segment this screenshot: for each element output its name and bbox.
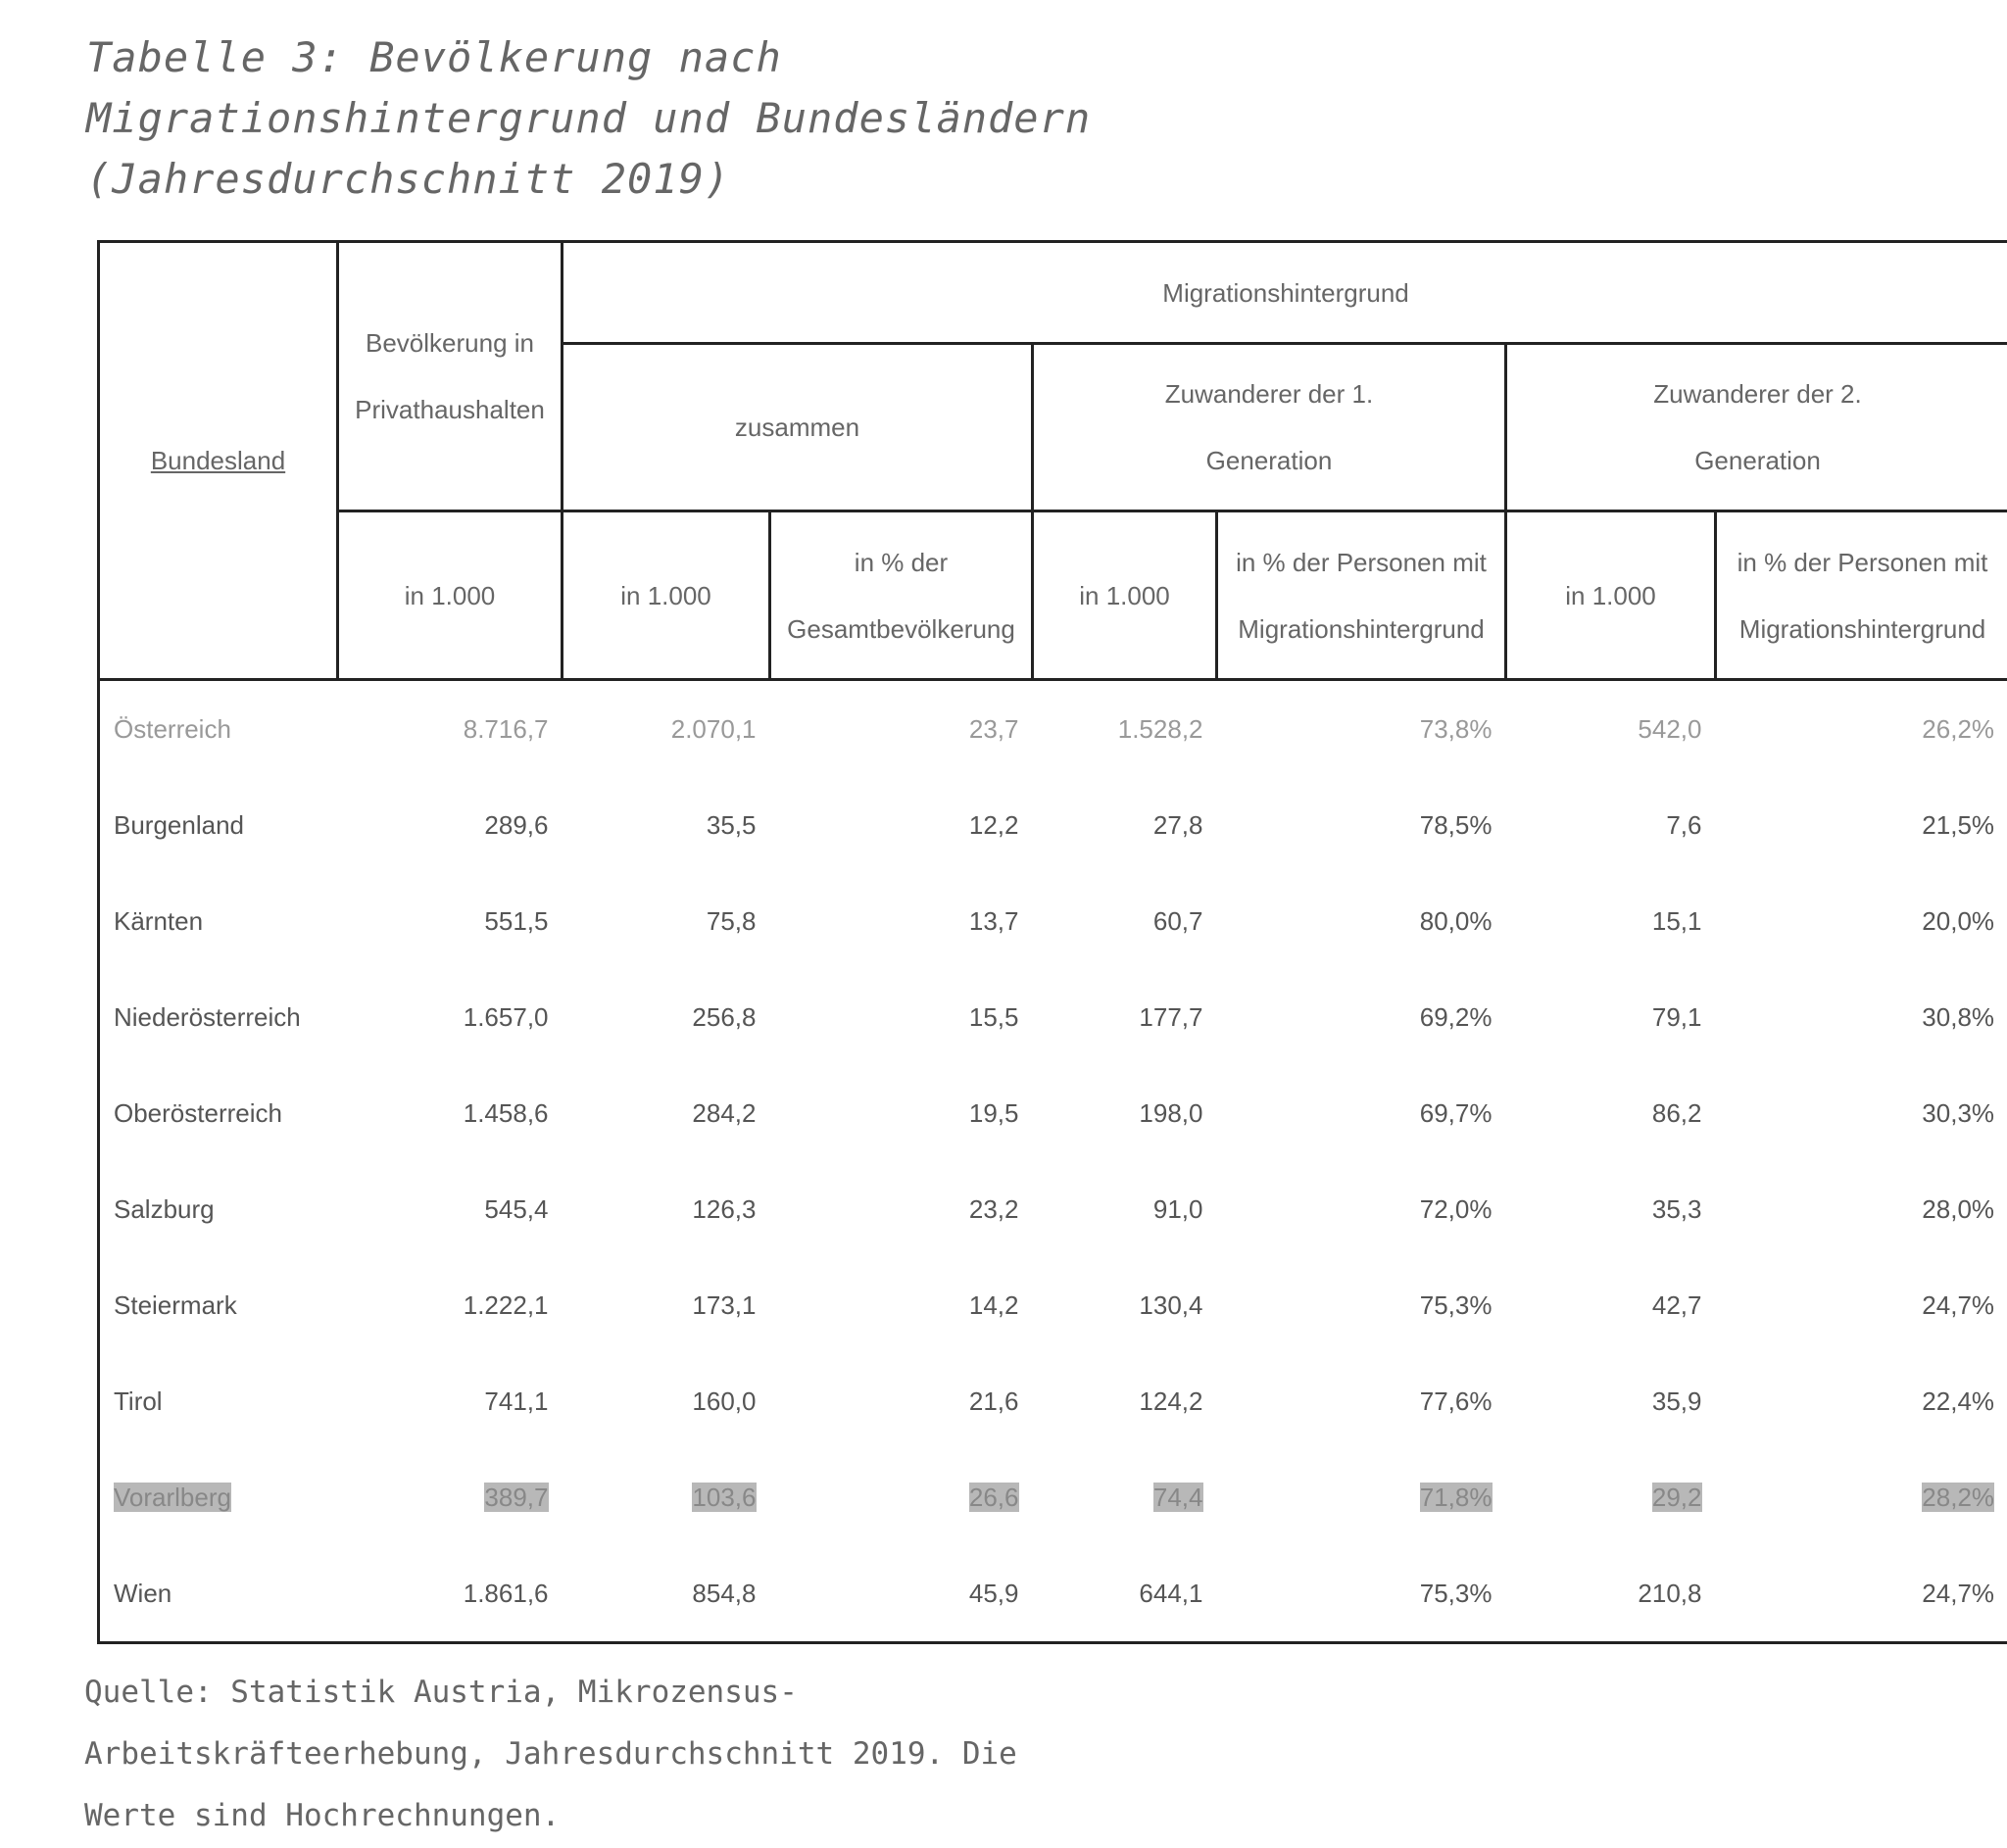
cell-value: 173,1 (692, 1289, 757, 1320)
cell-gen1-pct (1217, 777, 1506, 873)
header-zusammen-pct (770, 511, 1033, 680)
cell-value: Salzburg (114, 1193, 215, 1224)
cell-gen2-in-1000 (1506, 1257, 1716, 1353)
cell-bevoelkerung-in-1000 (338, 1161, 563, 1257)
cell-bevoelkerung-in-1000 (338, 777, 563, 873)
cell-value: 21,6 (968, 1386, 1019, 1416)
cell-value: 29,2 (1651, 1482, 1702, 1512)
cell-value: Wien (114, 1578, 172, 1608)
cell-bundesland (99, 969, 338, 1065)
cell-bundesland (99, 1449, 338, 1545)
cell-value: Kärnten (114, 905, 204, 936)
cell-gen2-in-1000 (1506, 777, 1716, 873)
cell-bundesland (99, 777, 338, 873)
cell-value: Vorarlberg (114, 1482, 231, 1512)
cell-value: 198,0 (1139, 1097, 1203, 1128)
cell-value: 256,8 (692, 1001, 757, 1032)
cell-value: 542,0 (1638, 713, 1702, 744)
cell-zusammen-pct (770, 873, 1033, 969)
cell-gen2-in-1000 (1506, 1161, 1716, 1257)
cell-value: 79,1 (1651, 1001, 1702, 1032)
cell-value: 60,7 (1152, 905, 1203, 936)
cell-gen1-in-1000 (1033, 777, 1217, 873)
cell-gen2-pct (1716, 680, 2007, 778)
cell-gen1-pct (1217, 969, 1506, 1065)
cell-value: 12,2 (968, 809, 1019, 840)
cell-value: 69,7% (1419, 1097, 1493, 1128)
cell-value: 1.657,0 (463, 1001, 549, 1032)
cell-gen2-pct (1716, 1449, 2007, 1545)
cell-value: 21,5% (1922, 809, 1995, 840)
table-row[interactable] (99, 1257, 2007, 1353)
header-generation-2-line-2: Generation (1694, 446, 1821, 475)
cell-bundesland (99, 1161, 338, 1257)
header-bundesland[interactable] (99, 242, 338, 680)
cell-value: 26,6 (968, 1482, 1019, 1512)
cell-zusammen-in-1000 (563, 1257, 770, 1353)
cell-bundesland (99, 1545, 338, 1643)
cell-value: 160,0 (692, 1386, 757, 1416)
cell-value: 644,1 (1139, 1578, 1203, 1608)
header-migrationshintergrund-label: Migrationshintergrund (1162, 277, 1409, 308)
cell-value: Österreich (114, 713, 231, 744)
cell-zusammen-in-1000 (563, 1065, 770, 1161)
cell-value: Tirol (114, 1386, 163, 1416)
cell-value: 130,4 (1139, 1289, 1203, 1320)
cell-gen2-pct (1716, 969, 2007, 1065)
header-bevoelkerung-line-1: Bevölkerung in (366, 328, 534, 358)
header-pct-mig-line-1: in % der Personen mit (1737, 547, 1988, 577)
header-zusammen-label: zusammen (734, 413, 860, 442)
table-row[interactable] (99, 1545, 2007, 1643)
cell-gen2-in-1000 (1506, 1545, 1716, 1643)
cell-bevoelkerung-in-1000 (338, 1449, 563, 1545)
cell-value: 23,7 (968, 713, 1019, 744)
header-unit-label: in 1.000 (1565, 580, 1656, 610)
cell-bevoelkerung-in-1000 (338, 680, 563, 778)
cell-value: 741,1 (484, 1386, 549, 1416)
cell-value: 24,7% (1922, 1289, 1995, 1320)
table-body (99, 680, 2007, 1643)
cell-bundesland (99, 1065, 338, 1161)
cell-value: 75,8 (706, 905, 757, 936)
cell-value: 19,5 (968, 1097, 1019, 1128)
header-pct-mig-line-2: Migrationshintergrund (1738, 613, 1986, 644)
cell-bevoelkerung-in-1000 (338, 1065, 563, 1161)
cell-value: 45,9 (968, 1578, 1019, 1608)
cell-gen1-pct (1217, 1257, 1506, 1353)
cell-value: 1.458,6 (463, 1097, 549, 1128)
source-note (84, 1662, 1260, 1847)
cell-gen2-in-1000 (1506, 873, 1716, 969)
cell-zusammen-pct (770, 1257, 1033, 1353)
cell-gen2-pct (1716, 1257, 2007, 1353)
cell-zusammen-pct (770, 1065, 1033, 1161)
cell-bundesland (99, 1257, 338, 1353)
cell-value: 551,5 (484, 905, 549, 936)
cell-value: 1.861,6 (463, 1578, 549, 1608)
cell-value: 71,8% (1419, 1482, 1493, 1512)
header-zusammen (563, 344, 1033, 511)
header-generation-1-line-1: Zuwanderer der 1. (1164, 379, 1374, 409)
population-table (97, 240, 2007, 1644)
table-title-line-3: (Jahresdurchschnitt 2019) (86, 155, 731, 203)
cell-gen1-pct (1217, 680, 1506, 778)
cell-zusammen-pct (770, 777, 1033, 873)
cell-zusammen-in-1000 (563, 1545, 770, 1643)
cell-value: 7,6 (1666, 809, 1702, 840)
cell-gen1-in-1000 (1033, 1353, 1217, 1449)
cell-value: 545,4 (484, 1193, 549, 1224)
cell-zusammen-in-1000 (563, 680, 770, 778)
cell-bundesland (99, 680, 338, 778)
header-bevoelkerung-line-2: Privathaushalten (355, 395, 545, 424)
header-unit-label: in 1.000 (620, 580, 711, 610)
cell-value: 14,2 (968, 1289, 1019, 1320)
cell-value: 20,0% (1922, 905, 1995, 936)
cell-gen2-in-1000 (1506, 1449, 1716, 1545)
cell-value: Steiermark (114, 1289, 237, 1320)
table-row[interactable] (99, 1065, 2007, 1161)
cell-zusammen-pct (770, 1161, 1033, 1257)
cell-zusammen-in-1000 (563, 1353, 770, 1449)
cell-value: 15,1 (1651, 905, 1702, 936)
cell-value: 177,7 (1139, 1001, 1203, 1032)
cell-zusammen-in-1000 (563, 1161, 770, 1257)
cell-zusammen-in-1000 (563, 969, 770, 1065)
table-title-line-2: Migrationshintergrund und Bundesländern (86, 94, 1092, 142)
cell-gen2-in-1000 (1506, 680, 1716, 778)
cell-gen1-pct (1217, 873, 1506, 969)
cell-gen2-pct (1716, 1161, 2007, 1257)
cell-zusammen-in-1000 (563, 1449, 770, 1545)
cell-zusammen-pct (770, 1545, 1033, 1643)
cell-value: 75,3% (1419, 1289, 1493, 1320)
table-row[interactable] (99, 680, 2007, 778)
cell-value: 289,6 (484, 809, 549, 840)
cell-value: 389,7 (484, 1482, 549, 1512)
cell-value: 210,8 (1638, 1578, 1702, 1608)
cell-bevoelkerung-in-1000 (338, 873, 563, 969)
cell-value: Niederösterreich (114, 1001, 301, 1032)
cell-gen1-pct (1217, 1449, 1506, 1545)
header-migrationshintergrund (563, 242, 2007, 344)
header-pct-gesamt-line-2: Gesamtbevölkerung (787, 613, 1015, 644)
cell-zusammen-pct (770, 969, 1033, 1065)
table-title (86, 27, 1262, 210)
header-bevoelkerung-in-1000 (338, 511, 563, 680)
cell-bevoelkerung-in-1000 (338, 1353, 563, 1449)
cell-value: 30,8% (1922, 1001, 1995, 1032)
table-row[interactable] (99, 873, 2007, 969)
header-generation-1-line-2: Generation (1205, 446, 1333, 475)
header-bevoelkerung (338, 242, 563, 511)
cell-value: 15,5 (968, 1001, 1019, 1032)
cell-value: Oberösterreich (114, 1097, 282, 1128)
cell-gen2-in-1000 (1506, 969, 1716, 1065)
cell-gen1-pct (1217, 1353, 1506, 1449)
header-generation-2 (1506, 344, 2007, 511)
cell-zusammen-pct (770, 1449, 1033, 1545)
cell-value: 91,0 (1152, 1193, 1203, 1224)
source-note-line-2: Arbeitskräfteerhebung, Jahresdurchschnitt 2019. Die (84, 1736, 1017, 1772)
cell-value: 27,8 (1152, 809, 1203, 840)
cell-value: 69,2% (1419, 1001, 1493, 1032)
header-unit-label: in 1.000 (1079, 580, 1170, 610)
cell-value: 30,3% (1922, 1097, 1995, 1128)
cell-gen2-in-1000 (1506, 1065, 1716, 1161)
cell-value: 35,5 (706, 809, 757, 840)
cell-value: 72,0% (1419, 1193, 1493, 1224)
cell-value: 42,7 (1651, 1289, 1702, 1320)
cell-gen2-pct (1716, 1353, 2007, 1449)
cell-value: 80,0% (1419, 905, 1493, 936)
cell-bevoelkerung-in-1000 (338, 1545, 563, 1643)
cell-gen1-in-1000 (1033, 969, 1217, 1065)
cell-value: 284,2 (692, 1097, 757, 1128)
cell-value: 1.528,2 (1117, 713, 1203, 744)
cell-gen1-in-1000 (1033, 1257, 1217, 1353)
table-row[interactable] (99, 1449, 2007, 1545)
cell-value: 75,3% (1419, 1578, 1493, 1608)
header-pct-gesamt-line-1: in % der (854, 547, 949, 577)
cell-value: 78,5% (1419, 809, 1493, 840)
cell-value: 1.222,1 (463, 1289, 549, 1320)
header-gen2-in-1000 (1506, 511, 1716, 680)
header-pct-mig-line-2: Migrationshintergrund (1238, 613, 1485, 644)
cell-value: 8.716,7 (463, 713, 549, 744)
cell-gen1-in-1000 (1033, 873, 1217, 969)
table-row[interactable] (99, 1353, 2007, 1449)
source-note-line-1: Quelle: Statistik Austria, Mikrozensus- (84, 1675, 798, 1710)
cell-value: 86,2 (1651, 1097, 1702, 1128)
cell-gen2-in-1000 (1506, 1353, 1716, 1449)
cell-gen1-pct (1217, 1065, 1506, 1161)
cell-gen1-pct (1217, 1545, 1506, 1643)
cell-value: 73,8% (1419, 713, 1493, 744)
cell-bundesland (99, 1353, 338, 1449)
cell-gen2-pct (1716, 1545, 2007, 1643)
header-gen1-pct (1217, 511, 1506, 680)
cell-bevoelkerung-in-1000 (338, 1257, 563, 1353)
cell-value: 124,2 (1139, 1386, 1203, 1416)
cell-zusammen-in-1000 (563, 777, 770, 873)
cell-value: 35,9 (1651, 1386, 1702, 1416)
cell-bevoelkerung-in-1000 (338, 969, 563, 1065)
table-row[interactable] (99, 969, 2007, 1065)
cell-value: 35,3 (1651, 1193, 1702, 1224)
cell-value: 126,3 (692, 1193, 757, 1224)
cell-gen1-in-1000 (1033, 1545, 1217, 1643)
source-note-line-3: Werte sind Hochrechnungen. (84, 1798, 561, 1833)
header-bundesland-label: Bundesland (150, 446, 286, 475)
cell-value: 13,7 (968, 905, 1019, 936)
cell-zusammen-pct (770, 680, 1033, 778)
header-generation-2-line-1: Zuwanderer der 2. (1653, 379, 1862, 409)
table-row[interactable] (99, 1161, 2007, 1257)
header-zusammen-in-1000 (563, 511, 770, 680)
cell-value: 28,2% (1922, 1482, 1995, 1512)
cell-value: 28,0% (1922, 1193, 1995, 1224)
cell-value: Burgenland (114, 809, 244, 840)
cell-value: 24,7% (1922, 1578, 1995, 1608)
cell-value: 22,4% (1922, 1386, 1995, 1416)
cell-value: 854,8 (692, 1578, 757, 1608)
header-unit-label: in 1.000 (404, 580, 496, 610)
cell-gen2-pct (1716, 873, 2007, 969)
table-row[interactable] (99, 777, 2007, 873)
cell-value: 103,6 (692, 1482, 757, 1512)
cell-gen1-pct (1217, 1161, 1506, 1257)
cell-gen2-pct (1716, 1065, 2007, 1161)
table-title-line-1: Tabelle 3: Bevölkerung nach (86, 33, 782, 81)
header-gen1-in-1000 (1033, 511, 1217, 680)
header-generation-1 (1033, 344, 1506, 511)
cell-gen1-in-1000 (1033, 1161, 1217, 1257)
cell-gen2-pct (1716, 777, 2007, 873)
cell-gen1-in-1000 (1033, 1065, 1217, 1161)
header-gen2-pct (1716, 511, 2007, 680)
cell-gen1-in-1000 (1033, 680, 1217, 778)
cell-value: 74,4 (1152, 1482, 1203, 1512)
cell-zusammen-in-1000 (563, 873, 770, 969)
cell-value: 77,6% (1419, 1386, 1493, 1416)
cell-bundesland (99, 873, 338, 969)
cell-value: 23,2 (968, 1193, 1019, 1224)
cell-value: 2.070,1 (670, 713, 757, 744)
cell-zusammen-pct (770, 1353, 1033, 1449)
cell-value: 26,2% (1922, 713, 1995, 744)
cell-gen1-in-1000 (1033, 1449, 1217, 1545)
header-pct-mig-line-1: in % der Personen mit (1236, 547, 1487, 577)
